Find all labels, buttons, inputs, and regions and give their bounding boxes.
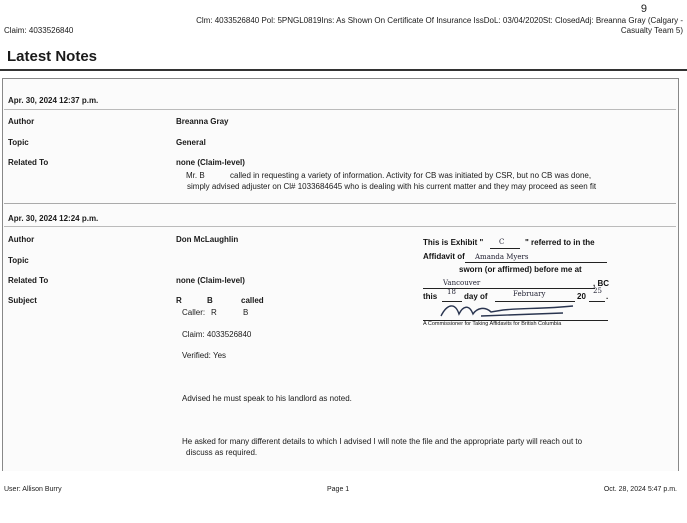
note2-date-divider — [4, 226, 676, 227]
footer-datetime: Oct. 28, 2024 5:47 p.m. — [603, 486, 677, 493]
claim-info-header: Clm: 4033526840 Pol: 5PNGL0819Ins: As Shown On Certificate Of Insurance IssDoL: 03/04/2020St: ClosedAdj: Breanna Gray (Calgary - Casualty Team 5) — [196, 16, 683, 35]
note2-subject-b: B — [207, 296, 213, 305]
stamp-year-prefix: 20 — [577, 292, 586, 301]
note2-author-label: Author — [8, 235, 35, 244]
stamp-affiant-name: Amanda Myers — [475, 253, 529, 261]
exhibit-stamp — [413, 228, 613, 338]
stamp-day: 18 — [447, 288, 456, 296]
title-divider — [0, 69, 687, 71]
stamp-exhibit-letter: C — [499, 238, 505, 246]
note-separator — [4, 203, 676, 204]
note1-author-label: Author — [8, 117, 35, 126]
note1-body-prefix: Mr. B — [186, 171, 205, 180]
stamp-month: February — [513, 290, 546, 298]
note2-claim: Claim: 4033526840 — [182, 330, 252, 339]
stamp-commissioner: A Commissioner for Taking Affidavits for British Columbia — [423, 321, 562, 327]
note2-caller-label: Caller: — [182, 308, 206, 317]
claim-number-left: Claim: 4033526840 — [4, 26, 74, 35]
note2-subject-called: called — [241, 296, 264, 305]
stamp-line1-start: This is Exhibit " — [423, 238, 484, 247]
note2-subject-label: Subject — [8, 296, 37, 305]
stamp-place: Vancouver — [443, 279, 481, 287]
note2-date: Apr. 30, 2024 12:24 p.m. — [8, 214, 99, 223]
affiant-underline — [465, 262, 607, 263]
stamp-line1-end: " referred to in the — [525, 238, 595, 247]
stamp-sworn: sworn (or affirmed) before me at — [459, 265, 582, 274]
exhibit-underline — [490, 248, 520, 249]
note2-topic-label: Topic — [8, 256, 29, 265]
note1-topic-label: Topic — [8, 138, 29, 147]
stamp-year: 25 — [593, 287, 602, 295]
note1-body-line2: simply advised adjuster on Cl# 1033684645 who is dealing with his current matter and they may proceed as seen fit — [187, 182, 597, 191]
note2-subject-r: R — [176, 296, 182, 305]
note1-related-label: Related To — [8, 158, 49, 167]
note2-advised: Advised he must speak to his landlord as noted. — [182, 394, 352, 403]
stamp-this: this — [423, 292, 438, 301]
note2-caller-r: R — [211, 308, 217, 317]
note2-asked-line2: discuss as required. — [186, 448, 258, 457]
stamp-period: . — [606, 292, 609, 301]
note1-topic-value: General — [176, 138, 206, 147]
note2-verified: Verified: Yes — [182, 351, 227, 360]
stamp-bc: , BC — [593, 279, 609, 288]
note1-related-value: none (Claim-level) — [176, 158, 245, 167]
note1-body-line1: called in requesting a variety of information. Activity for CB was initiated by CSR, but no CB was done, — [230, 171, 592, 180]
note1-date-divider — [4, 109, 676, 110]
note1-date: Apr. 30, 2024 12:37 p.m. — [8, 96, 99, 105]
footer-page: Page 1 — [327, 486, 350, 493]
stamp-day-of: day of — [464, 292, 488, 301]
note2-asked-line1: He asked for many different details to which I advised I will note the file and the appropriate party will reach out to — [182, 437, 583, 446]
footer-user: User: Allison Burry — [4, 486, 62, 493]
note2-caller-b: B — [243, 308, 249, 317]
stamp-affidavit-of: Affidavit of — [423, 252, 465, 261]
note2-author-value: Don McLaughlin — [176, 235, 239, 244]
page-number: 9 — [640, 3, 647, 15]
note1-author-value: Breanna Gray — [176, 117, 229, 126]
page-title: Latest Notes — [7, 48, 98, 65]
note2-related-value: none (Claim-level) — [176, 276, 245, 285]
note2-related-label: Related To — [8, 276, 49, 285]
